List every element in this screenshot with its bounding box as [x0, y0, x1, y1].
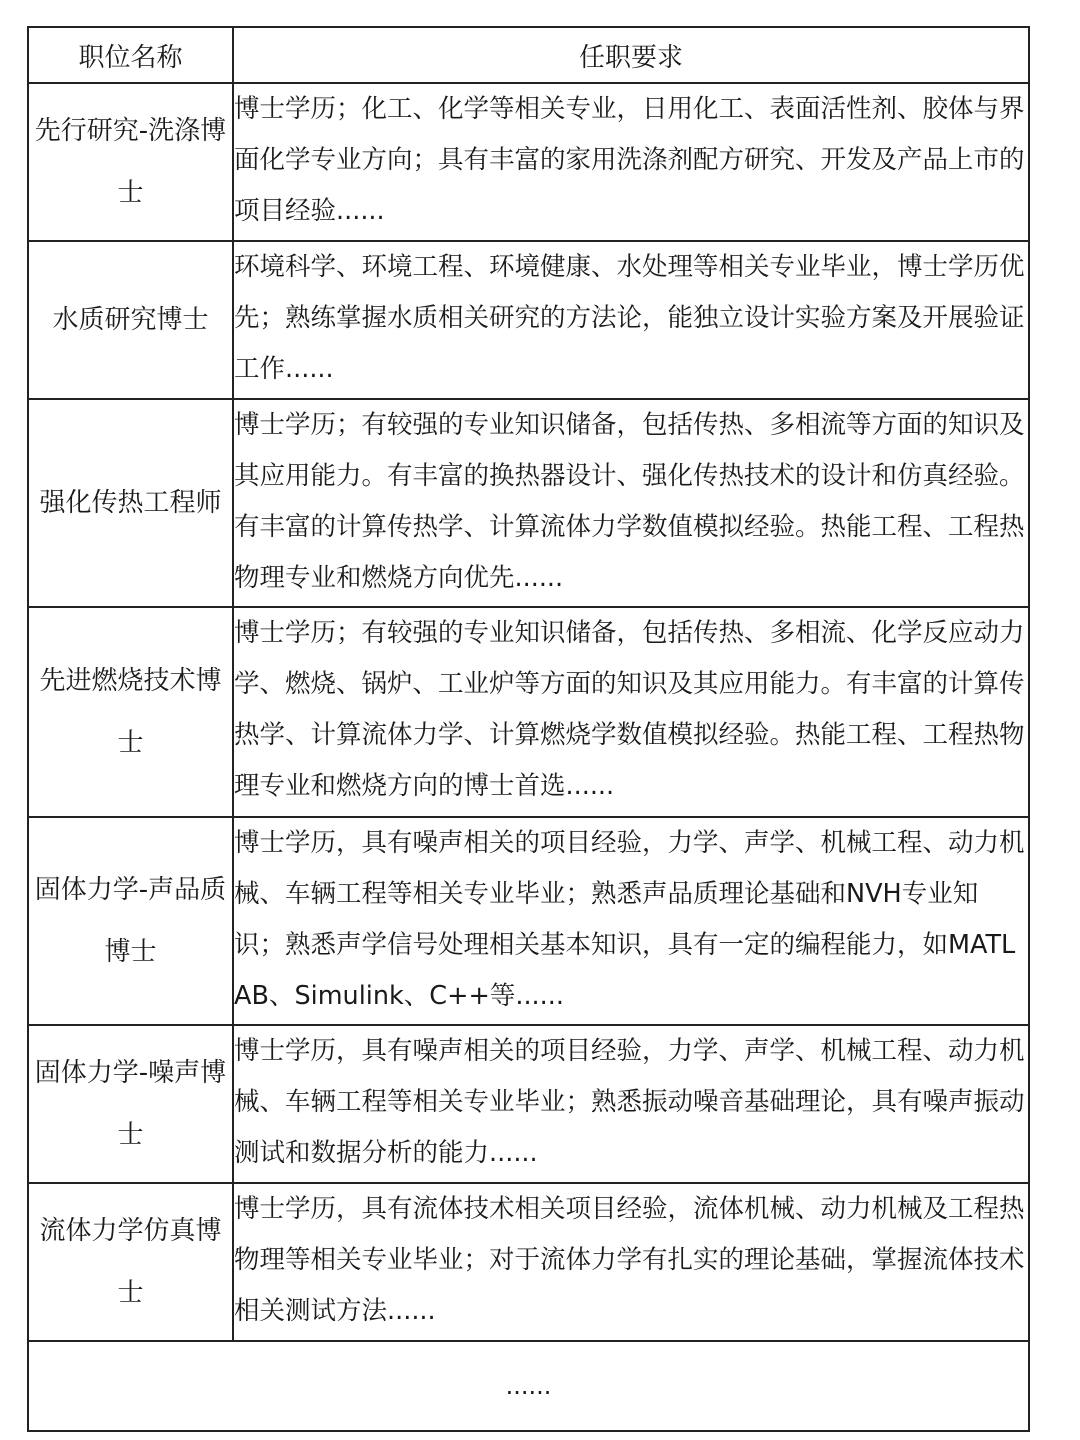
position-requirements: 环境科学、环境工程、环境健康、水处理等相关专业毕业，博士学历优先；熟练掌握水质相关研究的方法论，能独立设计实验方案及开展验证工作......	[233, 241, 1029, 399]
table-row	[28, 241, 1029, 399]
table-header-row	[28, 27, 1029, 83]
table-row	[28, 607, 1029, 817]
position-title: 流体力学仿真博士	[28, 1183, 233, 1341]
position-title: 先进燃烧技术博士	[28, 607, 233, 817]
position-requirements: 博士学历，具有流体技术相关项目经验，流体机械、动力机械及工程热物理等相关专业毕业；对于流体力学有扎实的理论基础，掌握流体技术相关测试方法......	[233, 1183, 1029, 1341]
job-requirements-table	[27, 26, 1030, 1432]
position-requirements: 博士学历；有较强的专业知识储备，包括传热、多相流、化学反应动力学、燃烧、锅炉、工业炉等方面的知识及其应用能力。有丰富的计算传热学、计算流体力学、计算燃烧学数值模拟经验。热能工程、工程热物理专业和燃烧方向的博士首选......	[233, 607, 1029, 817]
table-row	[28, 83, 1029, 241]
position-title: 先行研究-洗涤博士	[28, 83, 233, 241]
table-footer-row	[28, 1341, 1029, 1431]
position-requirements: 博士学历，具有噪声相关的项目经验，力学、声学、机械工程、动力机械、车辆工程等相关专业毕业；熟悉振动噪音基础理论，具有噪声振动测试和数据分析的能力......	[233, 1025, 1029, 1183]
position-title: 强化传热工程师	[28, 399, 233, 607]
table-ellipsis: ......	[28, 1341, 1029, 1431]
position-requirements: 博士学历；化工、化学等相关专业，日用化工、表面活性剂、胶体与界面化学专业方向；具有丰富的家用洗涤剂配方研究、开发及产品上市的项目经验......	[233, 83, 1029, 241]
header-requirements: 任职要求	[233, 27, 1029, 83]
position-title: 固体力学-声品质博士	[28, 817, 233, 1025]
position-title: 水质研究博士	[28, 241, 233, 399]
position-requirements: 博士学历，具有噪声相关的项目经验，力学、声学、机械工程、动力机械、车辆工程等相关专业毕业；熟悉声品质理论基础和NVH专业知识；熟悉声学信号处理相关基本知识，具有一定的编程能力，如MATLAB、Simulink、C++等......	[233, 817, 1029, 1025]
table-row	[28, 817, 1029, 1025]
table-row	[28, 1025, 1029, 1183]
position-title: 固体力学-噪声博士	[28, 1025, 233, 1183]
position-requirements: 博士学历；有较强的专业知识储备，包括传热、多相流等方面的知识及其应用能力。有丰富的换热器设计、强化传热技术的设计和仿真经验。有丰富的计算传热学、计算流体力学数值模拟经验。热能工程、工程热物理专业和燃烧方向优先......	[233, 399, 1029, 607]
header-position-title: 职位名称	[28, 27, 233, 83]
table-row	[28, 1183, 1029, 1341]
table-row	[28, 399, 1029, 607]
